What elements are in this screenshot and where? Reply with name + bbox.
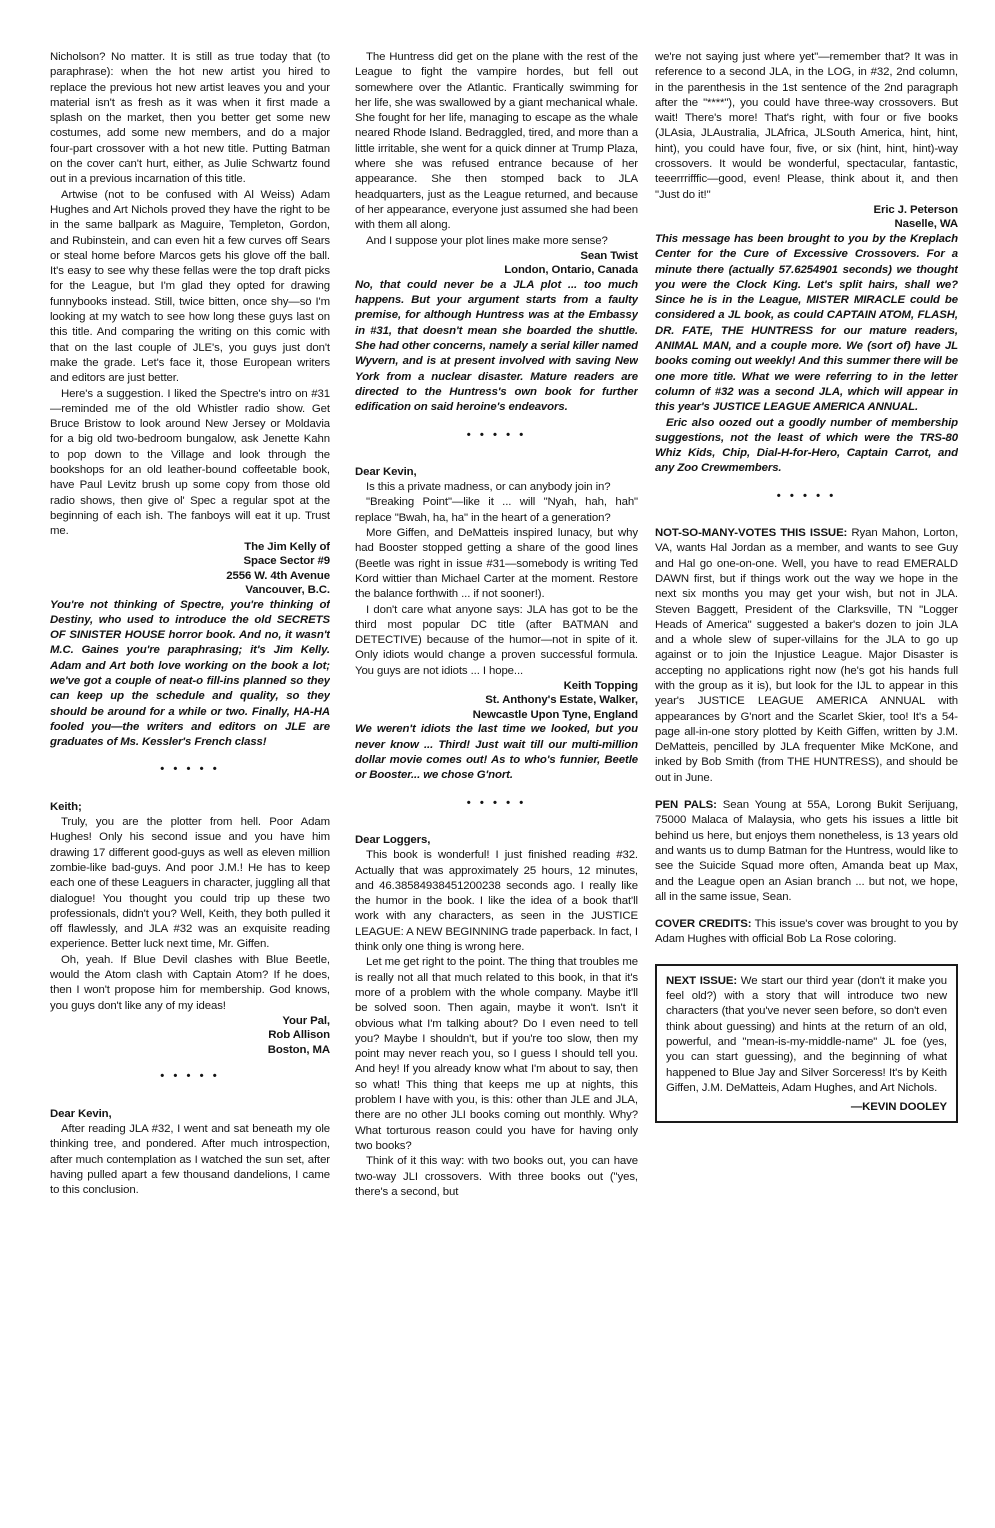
signature-line: The Jim Kelly of [244, 540, 330, 553]
section-heading: NOT-SO-MANY-VOTES THIS ISSUE: [655, 527, 848, 540]
editor-reply: This message has been brought to you by the Kreplach Center for the Cure of Excessive Crossovers. For a minute there (actually 57.6254901 seconds) we thought you were the Clock King. Let's split hairs, shall we? Since he is in the League, MISTER MIRACLE could be considered a JL book, as could CAPTAIN ATOM, FLASH, DR. FATE, THE HUNTRESS for our mature readers, ANIMAL MAN, and a couple more. We (sort of) have JL books coming out weekly! And this summer there will be one more title. What we were referring to in the letter column of #32 was a second JLA, which will appear in this year's JUSTICE LEAGUE AMERICA ANNUAL. [655, 232, 958, 414]
letter-paragraph: Let me get right to the point. The thing that troubles me is really not all that much related to this book, in that it's more of a problem with the whole company. Maybe it'll be solved soon. Then again, maybe it won't. Isn't it obvious what I'm talking about? Do I even need to tell you? Maybe I shouldn't, but if you're too slow, then my point may never reach you, so I guess I should tell you. And hey! If you already know what I'm about to say, then so what! This thing that keeps me up at nights, this problem I have with you, is this: other than JLE and JLA, there are no other JLI books coming out monthly. Why? What torturous reason could you have for having only two books? [355, 956, 638, 1152]
editor-reply: We weren't idiots the last time we looked, but you never know ... Third! Just wait till our multi-million dollar movie comes out! As to who's funnier, Beetle or Booster... we chose G'nort. [355, 723, 638, 782]
signature-line: Space Sector #9 [243, 555, 330, 567]
section-body: Ryan Mahon, Lorton, VA, wants Hal Jordan as a member, and wants to see Guy and Hal go one-on-one. Well, you have to read EMERALD DAWN first, but if things work out the way we hope in the next six months you may get your wish, but not in JLA. Steven Baggett, President of the Clarksville, TN "Logger Heads of America" suggested a baker's dozen to join JLA and a whole slew of super-villains for the JLA to go up against or to join the Injustice League. Major Disaster is accepting no applications right now (he's got his hands full with the group as it is), but look for the IJL to appear in this year's JUSTICE LEAGUE AMERICA ANNUAL with appearances by G'nort and the Scarlet Skier, too! It's a 54-page all-in-one story plotted by Keith Giffen, written by J.M. DeMatteis, pencilled by JLA frequenter Mike McKone, and inked by Bob Smith (from THE HUNTRESS), and should be out in June. [655, 527, 958, 784]
signature-line: Sean Twist [580, 249, 638, 262]
next-issue-box [655, 964, 958, 1123]
section-body: This issue's cover was brought to you by Adam Hughes with official Bob La Rose coloring. [655, 918, 958, 946]
section-divider: • • • • • [160, 1070, 220, 1083]
section-heading: COVER CREDITS: [655, 918, 752, 931]
section-heading: PEN PALS: [655, 799, 717, 812]
letter-salutation: Keith; [50, 800, 82, 813]
letter-paragraph: This book is wonderful! I just finished reading #32. Actually that was approximately 25 hours, 12 minutes, and 46.38584938451200238 seconds ago. I really like the humor in the book. I like the idea of a book that'll work with any characters, as seen in the JUSTICE LEAGUE: A NEW BEGINNING trade paperback. In fact, I think only one thing is wrong here. [355, 849, 638, 954]
votes-section [655, 526, 958, 786]
letter-signature [50, 540, 330, 598]
letter-signature [355, 679, 638, 723]
letter-paragraph: More Giffen, and DeMatteis inspired lunacy, but why had Booster stopped getting a share of the good lines (Beetle was right in issue #31—somebody is writing Ted Kord wittier than Michael Carter at the moment. Restore the balance forthwith ... if not sooner!). [355, 527, 638, 601]
section-divider: • • • • • [466, 428, 527, 441]
letter-signature [355, 249, 638, 278]
signature-line: Eric J. Peterson [873, 203, 958, 216]
column-2 [355, 50, 638, 1510]
signature-line: 2556 W. 4th Avenue [226, 569, 330, 582]
signature-line: Boston, MA [267, 1043, 330, 1056]
letter-paragraph: And I suppose your plot lines make more sense? [366, 234, 608, 247]
signature-line: Vancouver, B.C. [245, 584, 330, 596]
letter-paragraph: Think of it this way: with two books out, you can have two-way JLI crossovers. With three books out ("yes, there's a second, but [355, 1155, 638, 1198]
letter-signature [50, 1014, 330, 1058]
letter-paragraph: Artwise (not to be confused with Al Weiss) Adam Hughes and Art Nichols proved they have the right to be in the same ballpark as Maguire, Templeton, Gordon, and Rubinstein, and can even hit a few curves off Sears or steal home before Marcos gets his glove off the ball. It's easy to see why these fellas were the top draft picks for the League, but I'm glad they opted for drawing funnybooks instead. Still, twice bitten, once shy—so I'm looking at my watch to see how long these guys last on this title. And comparing the writing on this comic with that on the last couple of JLE's, you guys just don't make the grade. Let's face it, those European writers and editors are just better. [50, 188, 330, 385]
signature-line: Rob Allison [268, 1029, 330, 1042]
signature-line: Keith Topping [563, 679, 638, 692]
letter-salutation: Dear Kevin, [50, 1107, 112, 1120]
letter-paragraph: Truly, you are the plotter from hell. Poor Adam Hughes! Only his second issue and you have him drawing 17 different good-guys as well as eleven million zombie-like bad-guys. And poor J.M.! He has to keep each one of these Leaguers in character, juggling all that dialogue! You thought you could trip up these two professionals, didn't you? Well, Keith, they both pulled it off flawlessly, and JLA #32 was an exquisite reading experience. Better luck next time, Mr. Giffen. [50, 816, 330, 951]
letter-signature [655, 203, 958, 232]
section-body: We start our third year (don't it make you feel old?) with a story that will introduce two new characters (that you've never seen before, so don't even think about guessing) and hints at the return of an old, powerful, and "mean-is-my-middle-name" JL foe (yes, you can start guessing), and the beginning of what happened to Blue Jay and Silver Sorceress! It's by Keith Giffen, J.M. DeMatteis, Adam Hughes, and Art Nichols. [666, 974, 948, 1094]
signature-line: St. Anthony's Estate, Walker, [485, 694, 638, 707]
column-3 [655, 50, 958, 1510]
editor-reply: Eric also oozed out a goodly number of membership suggestions, not the least of which were the TRS-80 Whiz Kids, Chip, Dial-H-for-Hero, Captain Carrot, and any Zoo Crewmembers. [655, 416, 958, 475]
next-issue-text [666, 974, 947, 1096]
editor-reply: No, that could never be a JLA plot ... too much happens. But your argument starts from a faulty premise, for although Huntress was at the Embassy in #31, that doesn't mean she boarded the shuttle. She had other concerns, namely a serial killer named Wyvern, and is at present involved with saving New York from a nuclear disaster. Mature readers are directed to the Huntress's own book for further edification on said heroine's endeavors. [355, 278, 638, 414]
letter-paragraph: After reading JLA #32, I went and sat beneath my ole thinking tree, and pondered. After much introspection, after much contemplation as I watched the sun set, after having pulled apart a few thousand dandelions, I came to this conclusion. [50, 1123, 330, 1197]
letter-paragraph: Is this a private madness, or can anybody join in? [366, 481, 611, 494]
letter-paragraph: we're not saying just where yet"—remember that? It was in reference to a second JLA, in the LOG, in #32, 2nd column, in the parenthesis in the 1st sentence of the 2nd paragraph after the "****"), you could have three-way crossovers. But wait! There's more! That's right, with four or five books (JLAsia, JLAustralia, JLAfrica, JLSouth America, hint, hint, hint), you could have four, five, or six (hint, hint, hint)-way crossovers. It would be wonderful, spectacular, fantastic, teeerrrifffic—good, even! Please, think about it, and then "Just do it!" [655, 51, 958, 201]
signature-line: Newcastle Upon Tyne, England [472, 708, 638, 721]
editor-signature: —KEVIN DOOLEY [850, 1101, 947, 1114]
pen-pals-section [655, 798, 958, 905]
signature-line: Your Pal, [282, 1014, 330, 1027]
section-divider: • • • • • [466, 796, 527, 809]
letter-paragraph: Oh, yeah. If Blue Devil clashes with Blue Beetle, would the Atom clash with Captain Atom? If he does, then I won't propose him for membership. God knows, you guys don't like any of my ideas! [50, 953, 330, 1012]
letter-salutation: Dear Loggers, [355, 833, 431, 846]
letter-paragraph: Here's a suggestion. I liked the Spectre's intro on #31—reminded me of the old Whistler radio show. Get Bruce Bristow to look around New Jersey or Moldavia for a big old two-bedroom bungalow, ask Jenette Kahn to pop down to the Village and look through the bookshops for an old leather-bound coffeetable book, have Paul Levitz brush up some copy from those old radio shows, then give ol' Spec a regular spot at the beginning of each ish. The fanboys will eat it up. Trust me. [50, 387, 330, 538]
letter-paragraph: The Huntress did get on the plane with the rest of the League to fight the vampire hordes, but fell out somewhere over the Atlantic. Frantically swimming for her life, she was swallowed by a giant mechanical whale. She fought for her life, managing to escape as the whale neared Rhode Island. Bedraggled, tired, and more than a little irritable, she went for a quick dinner at Trump Plaza, where she was refused entrance because of her appearance. She then stomped back to JLA headquarters, just as the League returned, and because of her appearance, everyone just assumed she had been with them all along. [355, 51, 638, 232]
editor-reply: You're not thinking of Spectre, you're thinking of Destiny, who used to introduce the old SECRETS OF SINISTER HOUSE horror book. And no, it wasn't M.C. Gaines you're paraphrasing; it's Jim Kelly. Adam and Art both love working on the book a lot; we've got a couple of neat-o fill-ins planned so they can keep up the schedule and quality, so they should be around for a while or two. Finally, HA-HA fooled you—the writers and editors on JLE are graduates of Ms. Kessler's French class! [50, 598, 330, 749]
letter-paragraph: Nicholson? No matter. It is still as true today that (to paraphrase): when the hot new artist you hired to replace the previous hot new artist leaves you and your material isn't as fresh as it was when it first made a splash on the market, then you better get some new costumes, add some new members, and do a major four-part crossover with a hot new title. Putting Batman on the cover can't hurt, either, as Julie Schwartz found out in a previous incarnation of this title. [50, 51, 330, 186]
letter-salutation: Dear Kevin, [355, 465, 417, 478]
signature-line: London, Ontario, Canada [504, 264, 638, 277]
letter-paragraph: "Breaking Point"—like it ... will "Nyah, hah, hah" replace "Bwah, ha, ha" in the heart of a generation? [355, 496, 638, 524]
section-divider: • • • • • [160, 763, 220, 776]
cover-credits-section [655, 917, 958, 948]
column-1 [50, 50, 330, 1510]
letter-paragraph: I don't care what anyone says: JLA has got to be the third most popular DC title (after BATMAN and DETECTIVE) because of the humor—not in spite of it. Only idiots would change a proven successful formula. You guys are not idiots ... I hope... [355, 603, 638, 677]
section-heading: NEXT ISSUE: [666, 974, 738, 987]
section-divider: • • • • • [776, 489, 837, 502]
section-body: Sean Young at 55A, Lorong Bukit Serijuang, 75000 Malaca of Malaysia, who gets his issues a little bit behind us here, but enjoys them nonetheless, is 13 years old and wants us to dump Batman for the Huntress, would like to see the Suicide Squad more often, Amanda beat up Max, and the League open an Asian branch ... but not, we hope, all in the same issue, Sean. [655, 799, 958, 903]
signature-line: Naselle, WA [894, 218, 958, 231]
